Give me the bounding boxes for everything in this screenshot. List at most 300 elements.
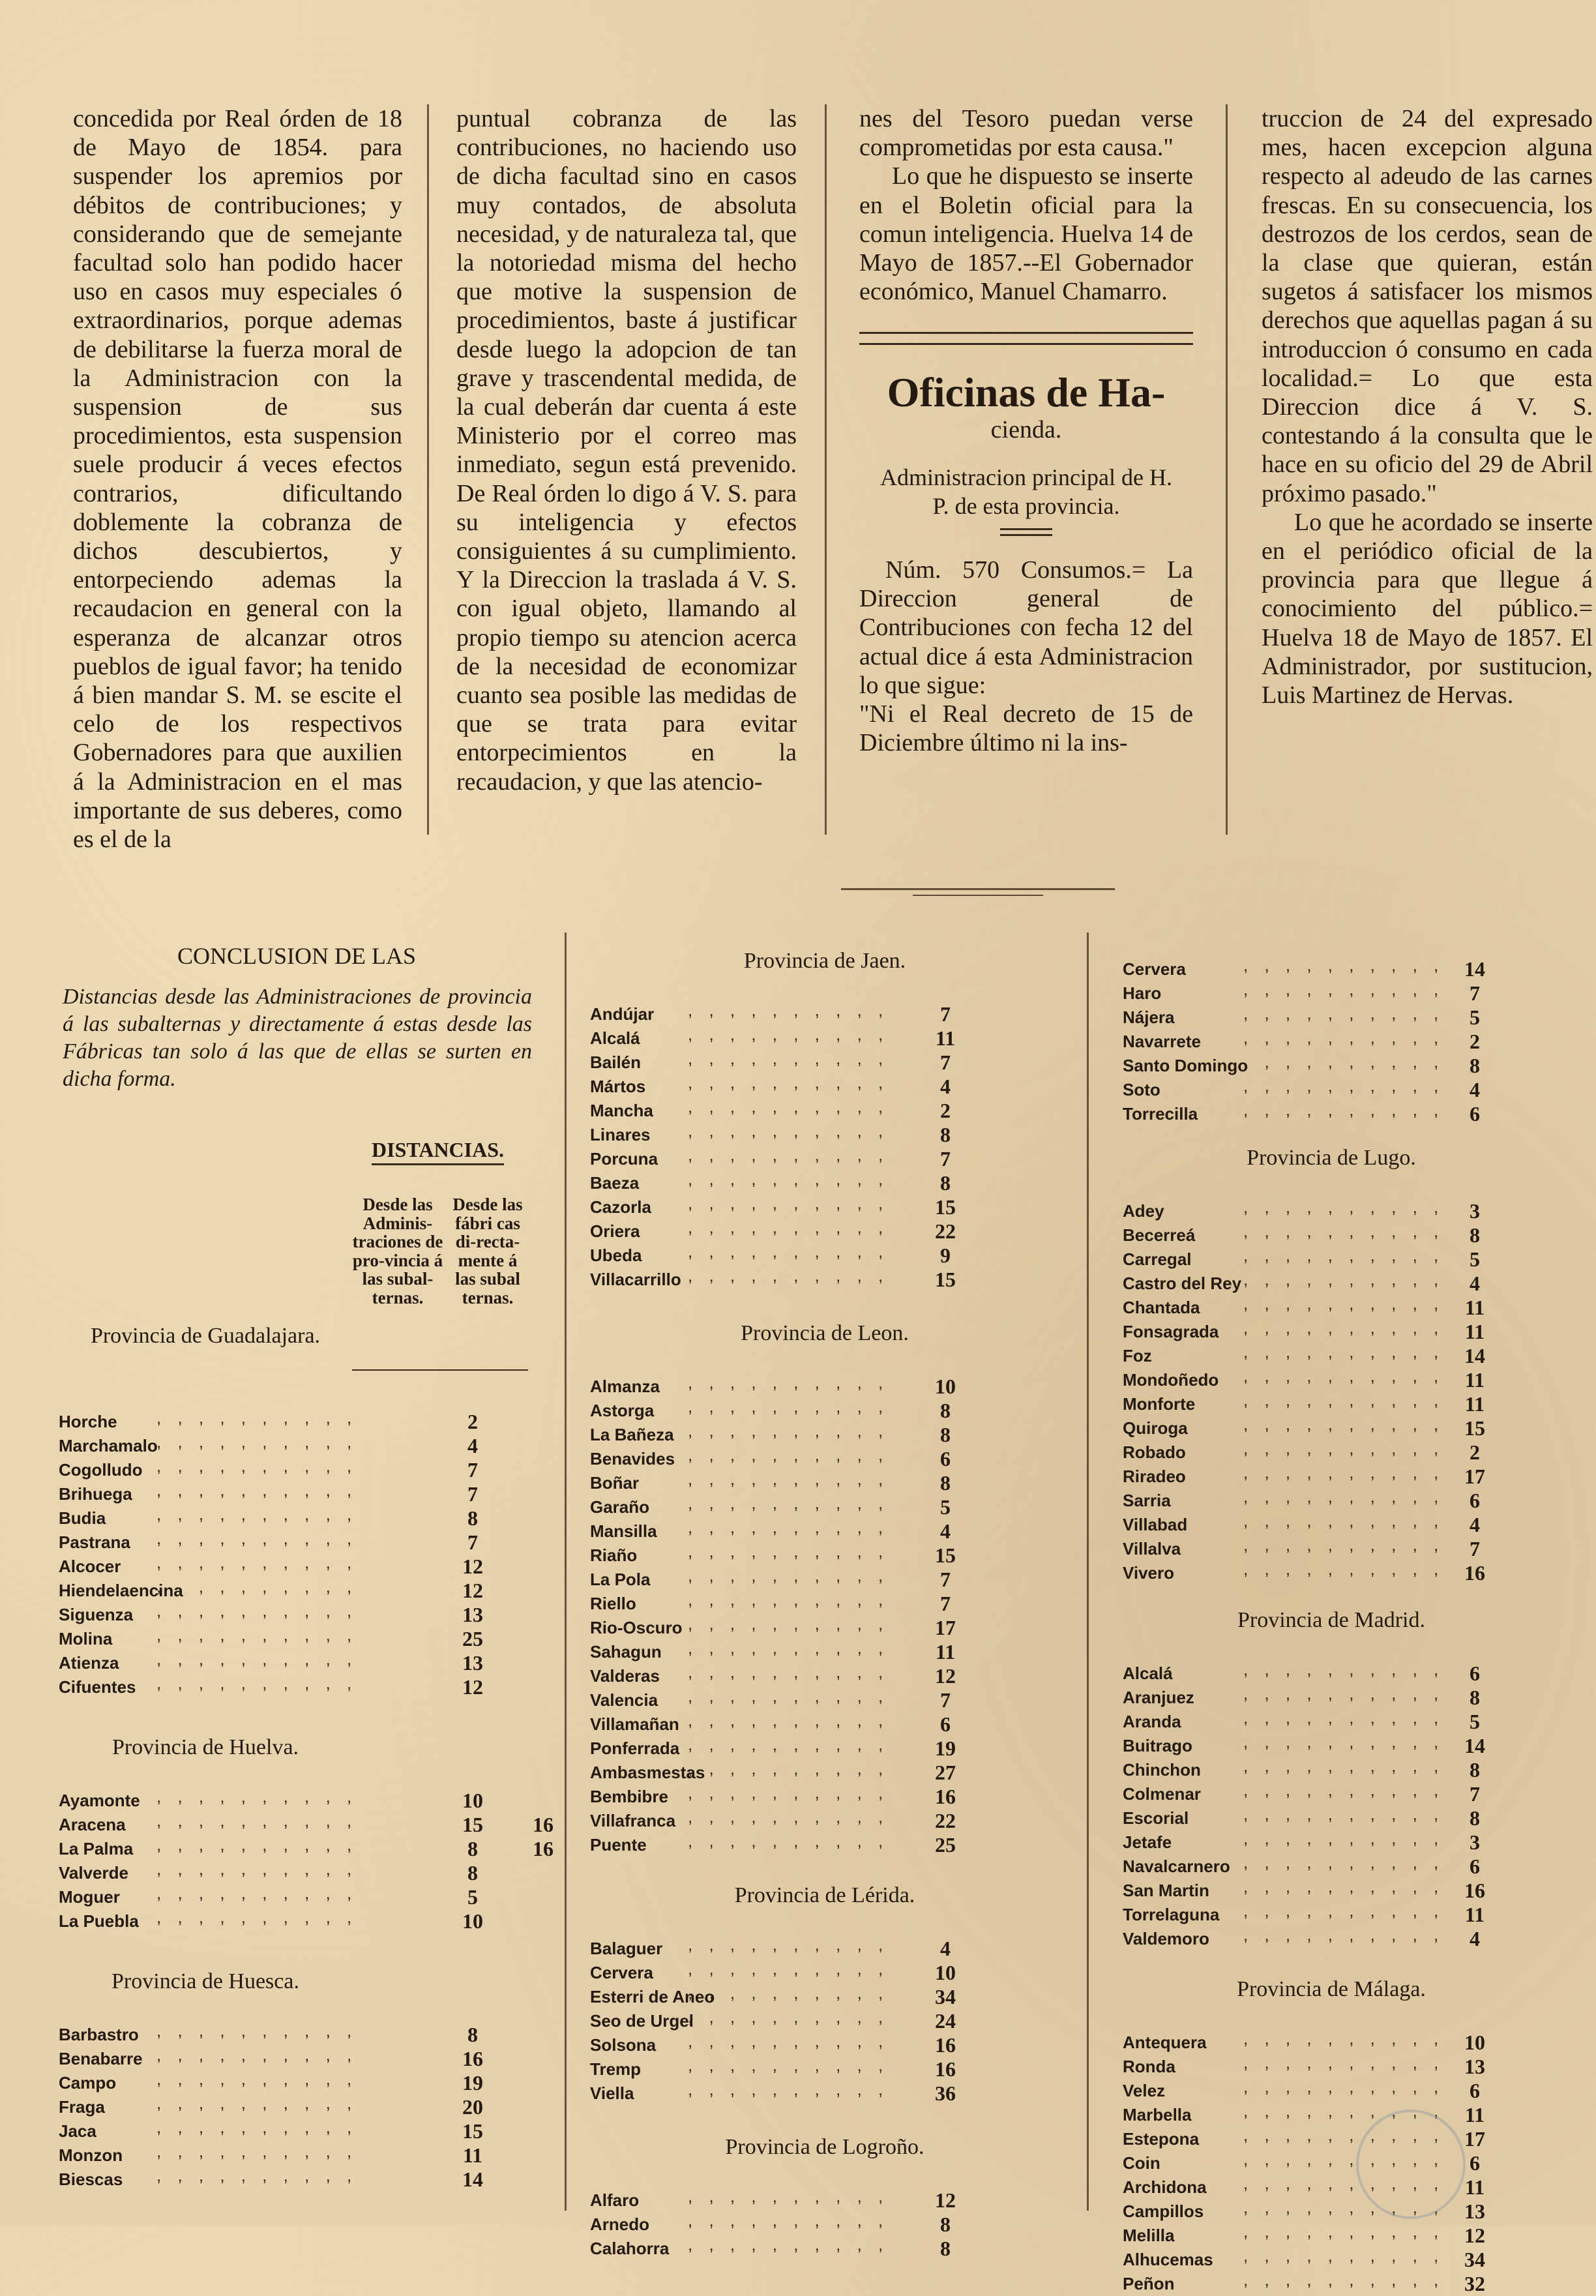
place-name: Chinchon [1123, 1760, 1201, 1780]
leader-dots: , , , , , , , , , , [156, 1649, 358, 1669]
leader-dots: , , , , , , , , , , [688, 1193, 889, 1213]
leader-dots: , , , , , , , , , , [1243, 2053, 1445, 2072]
distance-value: 7 [940, 1688, 951, 1712]
distance-value: 7 [467, 1482, 478, 1506]
distance-value: 6 [1470, 1662, 1480, 1685]
distance-value: 8 [1470, 1686, 1480, 1709]
distance-list [590, 1375, 1072, 1857]
distance-row [1123, 1561, 1579, 1585]
leader-dots: , , , , , , , , , , [688, 2211, 889, 2230]
place-name: Valverde [59, 1863, 128, 1883]
leader-dots: , , , , , , , , , , [688, 1024, 889, 1044]
place-name: Villafranca [590, 1811, 676, 1830]
distance-value: 5 [1470, 1247, 1480, 1271]
place-name: La Puebla [59, 1911, 139, 1931]
leader-dots: , , , , , , , , , , [156, 2021, 358, 2040]
distance-value: 8 [940, 1399, 951, 1422]
place-name: Villalva [1123, 1539, 1181, 1558]
place-name: Bembibre [590, 1787, 668, 1806]
province-heading: Provincia de Huelva. [111, 1735, 299, 1759]
distance-value: 8 [940, 1423, 951, 1446]
leader-dots: , , , , , , , , , , [156, 1480, 358, 1500]
distance-value: 6 [940, 1447, 951, 1470]
leader-dots: , , , , , , , , , , [156, 2117, 358, 2137]
distance-value: 4 [940, 1937, 951, 1960]
leader-dots: , , , , , , , , , , [156, 1883, 358, 1903]
leader-dots: , , , , , , , , , , [688, 1517, 889, 1537]
place-name: Benabarre [59, 2049, 143, 2068]
leader-dots: , , , , , , , , , , [688, 1397, 889, 1416]
leader-dots: , , , , , , , , , , [1243, 2077, 1445, 2096]
distance-value: 11 [1464, 1368, 1485, 1392]
distance-value: 16 [935, 1785, 956, 1808]
place-name: Marchamalo [59, 1436, 158, 1455]
distance-value: 14 [1464, 957, 1485, 981]
distance-value: 22 [935, 1219, 956, 1243]
leader-dots: , , , , , , , , , , [1243, 1511, 1445, 1530]
place-name: Benavides [590, 1449, 675, 1469]
leader-dots: , , , , , , , , , , [1243, 2246, 1445, 2265]
place-name: Nájera [1123, 1007, 1175, 1027]
section-divider [841, 888, 1115, 890]
place-name: Brihuega [59, 1484, 132, 1504]
place-name: Fraga [59, 2097, 105, 2117]
leader-dots: , , , , , , , , , , [1243, 1366, 1445, 1386]
distance-value: 12 [462, 1675, 483, 1699]
leader-dots: , , , , , , , , , , [688, 1542, 889, 1561]
distance-row [590, 2237, 1072, 2261]
article-text: Lo que he dispuesto se inserte en el Boletin oficial para la comun inteligencia. Huelva 14 de Mayo de 1857.--El Gobernador económico, Manuel Chamarro. [859, 162, 1193, 306]
leader-dots: , , , , , , , , , , [688, 1493, 889, 1513]
article-text: Núm. 570 Consumos.= La Direccion general de Contribuciones con fecha 12 del actual dice á esta Administracion lo que sigue: [859, 556, 1193, 699]
leader-dots: , , , , , , , , , , [688, 1242, 889, 1261]
column-rule [825, 104, 827, 835]
place-name: San Martin [1123, 1881, 1209, 1900]
leader-dots: , , , , , , , , , , [1243, 1828, 1445, 1848]
distance-value: 7 [940, 1592, 951, 1615]
place-name: Riradeo [1123, 1467, 1186, 1486]
distance-value: 11 [1464, 1903, 1485, 1926]
place-name: Torrecilla [1123, 1104, 1198, 1124]
distance-value: 3 [1470, 1830, 1480, 1854]
table-title: CONCLUSION DE LAS [177, 943, 416, 969]
leader-dots: , , , , , , , , , , [1243, 1487, 1445, 1506]
section-subtitle: cienda. [990, 416, 1062, 444]
leader-dots: , , , , , , , , , , [156, 2069, 358, 2089]
distance-value: 17 [1464, 2127, 1485, 2151]
place-name: Almanza [590, 1377, 660, 1396]
distance-value: 13 [1464, 2055, 1485, 2078]
distance-value: 13 [1464, 2199, 1485, 2223]
leader-dots: , , , , , , , , , , [1243, 1684, 1445, 1703]
place-name: Cervera [590, 1963, 653, 1982]
leader-dots: , , , , , , , , , , [156, 1811, 358, 1830]
leader-dots: , , , , , , , , , , [156, 1835, 358, 1855]
place-name: Quiroga [1123, 1418, 1188, 1438]
library-stamp [1356, 2110, 1466, 2219]
place-name: Haro [1123, 983, 1162, 1003]
leader-dots: , , , , , , , , , , [1243, 2125, 1445, 2145]
distance-row [59, 1675, 528, 1699]
leader-dots: , , , , , , , , , , [688, 2031, 889, 2051]
distance-value: 16 [1464, 1561, 1485, 1585]
leader-dots: , , , , , , , , , , [688, 1000, 889, 1020]
distance-row [590, 2081, 1072, 2106]
distance-value: 11 [935, 1026, 956, 1050]
distance-value: 14 [462, 2168, 483, 2191]
leader-dots: , , , , , , , , , , [1243, 2029, 1445, 2048]
distance-value: 3 [1470, 1199, 1480, 1223]
article-text: concedida por Real órden de 18 de Mayo de 1854. para suspender los apremios por débitos de contribuciones; y considerando que de semejante facultad solo han podido hacer uso en casos muy especiales ó extraordinarios, porque ademas de debilitarse la fuerza moral de la Administracion con la suspension de sus procedimientos, esta suspension suele producir á veces efectos contrarios, dificultando doblemente la cobranza de dichos descubiertos, y entorpeciendo ademas la recaudacion en general con la esperanza de alcanzar otros pueblos de igual favor; ha tenido á bien mandar S. M. se escite el celo de los respectivos Gobernadores para que auxilien á la Administracion en el mas importante de sus deberes, como es el de la [73, 105, 402, 854]
distance-value: 4 [1470, 1513, 1480, 1536]
leader-dots: , , , , , , , , , , [688, 1469, 889, 1489]
distance-value: 25 [462, 1627, 483, 1650]
distance-value: 7 [940, 1147, 951, 1170]
place-name: Aracena [59, 1815, 126, 1834]
distance-value: 22 [935, 1809, 956, 1832]
leader-dots: , , , , , , , , , , [1243, 1804, 1445, 1824]
leader-dots: , , , , , , , , , , [688, 1662, 889, 1682]
place-name: Mártos [590, 1077, 646, 1096]
place-name: Hiendelaencina [59, 1581, 183, 1600]
distance-value: 34 [935, 1985, 956, 2008]
place-name: Riello [590, 1594, 636, 1613]
place-name: Campo [59, 2073, 117, 2093]
distance-value: 8 [467, 1506, 478, 1530]
place-name: Tremp [590, 2059, 642, 2079]
province-heading: Provincia de Jaen. [743, 949, 906, 973]
article-text: puntual cobranza de las contribuciones, no haciendo uso de dicha facultad sino en casos muy contados, de absoluta necesidad, y de naturaleza tal, que la notoriedad misma del hecho que motive la suspension de procedimientos, baste á justificar desde luego la adopcion de tan grave y trascendental medida, de la cual deberán dar cuenta á este Ministerio por el correo mas inmediato, segun está prevenido. De Real órden lo digo á V. S. para su inteligencia y efectos consiguientes á su cumplimiento. Y la Direccion la traslada á V. S. con igual objeto, llamando al propio tiempo su atencion acerca de la necesidad de economizar cuanto sea posible las medidas de que se trata para evitar entorpecimientos en la recaudacion, y que las atencio- [456, 105, 797, 796]
distance-value: 34 [1464, 2248, 1485, 2271]
distance-value: 5 [1470, 1006, 1480, 1029]
column-header-admin: Desde las Adminis-traciones de pro-vincia á las subal-ternas. [352, 1195, 443, 1307]
distance-value: 5 [467, 1885, 478, 1909]
leader-dots: , , , , , , , , , , [1243, 1756, 1445, 1776]
distance-value-fabrica: 16 [533, 1813, 554, 1836]
distance-value: 12 [935, 1664, 956, 1688]
leader-dots: , , , , , , , , , , [156, 1577, 358, 1596]
leader-dots: , , , , , , , , , , [688, 1807, 889, 1826]
place-name: Cervera [1123, 959, 1186, 979]
leader-dots: , , , , , , , , , , [688, 1935, 889, 1954]
place-name: Pastrana [59, 1532, 130, 1552]
place-name: Villamañan [590, 1714, 679, 1734]
distance-value: 8 [940, 1471, 951, 1495]
table-column-rule [1087, 932, 1089, 2211]
province-heading: Provincia de Lérida. [734, 1883, 915, 1907]
leader-dots: , , , , , , , , , , [156, 1432, 358, 1452]
article-column-4 [1262, 104, 1593, 709]
place-name: Boñar [590, 1473, 640, 1493]
distance-value: 12 [935, 2188, 956, 2212]
leader-dots: , , , , , , , , , , [1243, 1221, 1445, 1241]
leader-dots: , , , , , , , , , , [688, 1445, 889, 1465]
leader-dots: , , , , , , , , , , [1243, 1853, 1445, 1872]
distance-list [59, 1410, 528, 1699]
place-name: Archidona [1123, 2177, 1207, 2197]
distance-value: 9 [940, 1244, 951, 1267]
column-rule [1226, 104, 1228, 835]
distance-value: 4 [940, 1075, 951, 1098]
place-name: Horche [59, 1412, 117, 1431]
place-name: Foz [1123, 1346, 1152, 1365]
table-subtitle: Distancias desde las Administraciones de provincia á las subalternas y directamente á estas desde las Fábricas tan solo á las que de ellas se surten en dicha forma. [63, 985, 532, 1091]
place-name: Moguer [59, 1887, 120, 1907]
distance-value: 5 [940, 1495, 951, 1519]
distance-value: 10 [462, 1789, 483, 1812]
leader-dots: , , , , , , , , , , [688, 1169, 889, 1189]
place-name: Calahorra [590, 2239, 670, 2258]
leader-dots: , , , , , , , , , , [1243, 1732, 1445, 1752]
leader-dots: , , , , , , , , , , [156, 1528, 358, 1548]
place-name: Santo Domingo [1123, 1056, 1249, 1075]
leader-dots: , , , , , , , , , , [1243, 1100, 1445, 1120]
distance-value: 24 [935, 2009, 956, 2033]
distance-value: 8 [1470, 1054, 1480, 1077]
place-name: Garaño [590, 1497, 650, 1517]
place-name: La Palma [59, 1839, 134, 1858]
distance-value: 11 [1464, 1296, 1485, 1319]
leader-dots: , , , , , , , , , , [1243, 1901, 1445, 1920]
leader-dots: , , , , , , , , , , [1243, 2101, 1445, 2121]
distance-value: 15 [462, 2119, 483, 2143]
distance-value: 15 [935, 1268, 956, 1291]
leader-dots: , , , , , , , , , , [156, 1601, 358, 1620]
place-name: Oriera [590, 1221, 640, 1241]
distance-value: 10 [1464, 2031, 1485, 2054]
place-name: Atienza [59, 1653, 119, 1673]
distance-list [1123, 1662, 1579, 1951]
distance-value: 4 [940, 1519, 951, 1543]
leader-dots: , , , , , , , , , , [1243, 1294, 1445, 1313]
article-column-1 [73, 104, 402, 854]
distance-row [59, 2168, 528, 2192]
distance-value: 15 [462, 1813, 483, 1836]
distance-value: 8 [1470, 1806, 1480, 1830]
distance-list [1123, 2031, 1579, 2296]
distance-value: 7 [467, 1458, 478, 1482]
place-name: Aranda [1123, 1712, 1181, 1731]
distance-value: 16 [1464, 1879, 1485, 1902]
place-name: Coin [1123, 2153, 1160, 2173]
leader-dots: , , , , , , , , , , [156, 1553, 358, 1572]
leader-dots: , , , , , , , , , , [688, 1266, 889, 1285]
distance-value: 4 [1470, 1078, 1480, 1101]
distance-value: 12 [1464, 2224, 1485, 2247]
distance-list [1123, 1199, 1579, 1585]
ornament-rule [859, 332, 1193, 345]
distance-value: 5 [1470, 1710, 1480, 1733]
leader-dots: , , , , , , , , , , [1243, 1052, 1445, 1071]
leader-dots: , , , , , , , , , , [688, 1638, 889, 1658]
leader-dots: , , , , , , , , , , [688, 1121, 889, 1141]
leader-dots: , , , , , , , , , , [156, 1859, 358, 1879]
leader-dots: , , , , , , , , , , [1243, 1708, 1445, 1727]
place-name: Valdemoro [1123, 1929, 1209, 1948]
leader-dots: , , , , , , , , , , [688, 2007, 889, 2027]
distance-value: 25 [935, 1833, 956, 1856]
leader-dots: , , , , , , , , , , [156, 1907, 358, 1927]
leader-dots: , , , , , , , , , , [1243, 1076, 1445, 1096]
place-name: Colmenar [1123, 1784, 1201, 1804]
distance-value: 10 [462, 1909, 483, 1933]
place-name: Mondoñedo [1123, 1370, 1219, 1390]
place-name: Arnedo [590, 2214, 649, 2234]
leader-dots: , , , , , , , , , , [1243, 1342, 1445, 1362]
place-name: Jaca [59, 2121, 96, 2141]
distance-value: 20 [462, 2095, 483, 2119]
place-name: Antequera [1123, 2033, 1207, 2052]
place-name: Marbella [1123, 2105, 1192, 2125]
article-text: nes del Tesoro puedan verse comprometidas por esta causa." [859, 105, 1193, 162]
distance-value: 8 [940, 1123, 951, 1146]
place-name: Linares [590, 1125, 651, 1144]
place-name: Navalcarnero [1123, 1856, 1230, 1876]
place-name: Fonsagrada [1123, 1322, 1219, 1341]
place-name: Alfaro [590, 2190, 640, 2210]
place-name: La Pola [590, 1570, 651, 1589]
distance-value: 8 [1470, 1758, 1480, 1782]
leader-dots: , , , , , , , , , , [1243, 2222, 1445, 2241]
distance-value: 12 [462, 1579, 483, 1602]
distance-value: 17 [1464, 1465, 1485, 1488]
place-name: Porcuna [590, 1149, 658, 1169]
leader-dots: , , , , , , , , , , [1243, 1660, 1445, 1679]
leader-dots: , , , , , , , , , , [688, 1983, 889, 2003]
distance-value: 6 [1470, 1855, 1480, 1878]
table-column-rule [565, 932, 567, 2211]
place-name: Sahagun [590, 1642, 662, 1662]
leader-dots: , , , , , , , , , , [1243, 1535, 1445, 1555]
leader-dots: , , , , , , , , , , [156, 1673, 358, 1693]
short-rule [1000, 528, 1052, 536]
province-heading: Provincia de Lugo. [1247, 1146, 1416, 1170]
distance-row [590, 1833, 1072, 1857]
distance-value: 15 [935, 1195, 956, 1219]
distance-value: 36 [935, 2081, 956, 2105]
place-name: Villabad [1123, 1515, 1188, 1534]
province-heading: Provincia de Huesca. [111, 1969, 299, 1993]
distance-value: 2 [940, 1099, 951, 1122]
place-name: Estepona [1123, 2129, 1200, 2149]
place-name: La Bañeza [590, 1425, 674, 1444]
leader-dots: , , , , , , , , , , [688, 2235, 889, 2254]
place-name: Bailén [590, 1052, 642, 1072]
leader-dots: , , , , , , , , , , [1243, 1004, 1445, 1023]
distance-value: 27 [935, 1761, 956, 1784]
distance-value: 7 [940, 1051, 951, 1074]
distance-value: 8 [940, 2213, 951, 2236]
distance-value: 13 [462, 1651, 483, 1675]
leader-dots: , , , , , , , , , , [1243, 2198, 1445, 2217]
distance-value: 8 [467, 2023, 478, 2046]
leader-dots: , , , , , , , , , , [156, 1787, 358, 1806]
leader-dots: , , , , , , , , , , [1243, 1780, 1445, 1800]
place-name: Ronda [1123, 2057, 1175, 2076]
distance-list [1123, 957, 1579, 1126]
leader-dots: , , , , , , , , , , [1243, 979, 1445, 999]
distance-value: 6 [1470, 2151, 1480, 2175]
article-column-3 [859, 104, 1193, 757]
place-name: Monforte [1123, 1394, 1196, 1414]
leader-dots: , , , , , , , , , , [1243, 1559, 1445, 1579]
leader-dots: , , , , , , , , , , [688, 1097, 889, 1116]
place-name: Navarrete [1123, 1032, 1201, 1051]
distance-value: 7 [1470, 981, 1480, 1005]
place-name: Molina [59, 1629, 113, 1648]
article-column-2 [456, 104, 797, 796]
leader-dots: , , , , , , , , , , [688, 1759, 889, 1778]
distance-row [590, 1268, 1072, 1292]
leader-dots: , , , , , , , , , , [688, 1590, 889, 1609]
place-name: Rio-Oscuro [590, 1618, 683, 1637]
leader-dots: , , , , , , , , , , [688, 1831, 889, 1851]
leader-dots: , , , , , , , , , , [156, 1408, 358, 1427]
leader-dots: , , , , , , , , , , [156, 1504, 358, 1524]
place-name: Cifuentes [59, 1677, 136, 1697]
distance-value: 15 [1464, 1416, 1485, 1440]
leader-dots: , , , , , , , , , , [1243, 2149, 1445, 2169]
place-name: Seo de Urgel [590, 2011, 694, 2031]
place-name: Ambasmestas [590, 1763, 705, 1782]
leader-dots: , , , , , , , , , , [688, 1373, 889, 1392]
distance-value: 17 [935, 1616, 956, 1639]
distance-value: 2 [467, 1410, 478, 1433]
section-divider [913, 895, 1043, 896]
leader-dots: , , , , , , , , , , [1243, 1197, 1445, 1217]
place-name: Villacarrillo [590, 1270, 681, 1289]
distance-value: 2 [1470, 1440, 1480, 1464]
province-heading: Provincia de Logroño. [725, 2135, 924, 2159]
place-name: Alhucemas [1123, 2250, 1213, 2269]
distance-value-fabrica: 16 [533, 1837, 554, 1860]
distance-row [1123, 2272, 1579, 2296]
place-name: Sarria [1123, 1491, 1171, 1510]
leader-dots: , , , , , , , , , , [1243, 2173, 1445, 2193]
place-name: Alcocer [59, 1557, 121, 1576]
distancias-heading: DISTANCIAS. [372, 1138, 504, 1165]
province-heading: Provincia de Leon. [741, 1321, 909, 1345]
distance-value: 16 [935, 2057, 956, 2081]
distance-value: 7 [940, 1568, 951, 1591]
leader-dots: , , , , , , , , , , [1243, 1028, 1445, 1047]
distance-row [1123, 1102, 1579, 1126]
place-name: Peñon [1123, 2274, 1175, 2293]
distance-list [590, 2188, 1072, 2261]
place-name: Andújar [590, 1004, 655, 1024]
leader-dots: , , , , , , , , , , [688, 2080, 889, 2099]
place-name: Castro del Rey [1123, 1274, 1242, 1293]
distance-value: 11 [935, 1640, 956, 1663]
province-heading: Provincia de Guadalajara. [90, 1324, 321, 1348]
leader-dots: , , , , , , , , , , [688, 1710, 889, 1730]
distance-value: 14 [1464, 1344, 1485, 1367]
place-name: Becerreá [1123, 1225, 1196, 1245]
admin-heading: Administracion principal de H. P. de esta provincia. [880, 464, 1172, 519]
article-text: "Ni el Real decreto de 15 de Diciembre último ni la ins- [859, 700, 1193, 757]
column-rule [427, 104, 429, 835]
leader-dots: , , , , , , , , , , [1243, 1245, 1445, 1265]
place-name: Alcalá [1123, 1663, 1173, 1683]
distance-value: 11 [1464, 2103, 1485, 2126]
distance-value: 7 [1470, 1537, 1480, 1560]
distance-value: 10 [935, 1961, 956, 1984]
distance-value: 32 [1464, 2272, 1485, 2295]
column-header-fabricas: Desde las fábri cas di-recta-mente á las subal ternas. [452, 1195, 523, 1307]
distance-value: 7 [1470, 1782, 1480, 1806]
leader-dots: , , , , , , , , , , [1243, 1439, 1445, 1458]
distance-value: 4 [1470, 1927, 1480, 1950]
